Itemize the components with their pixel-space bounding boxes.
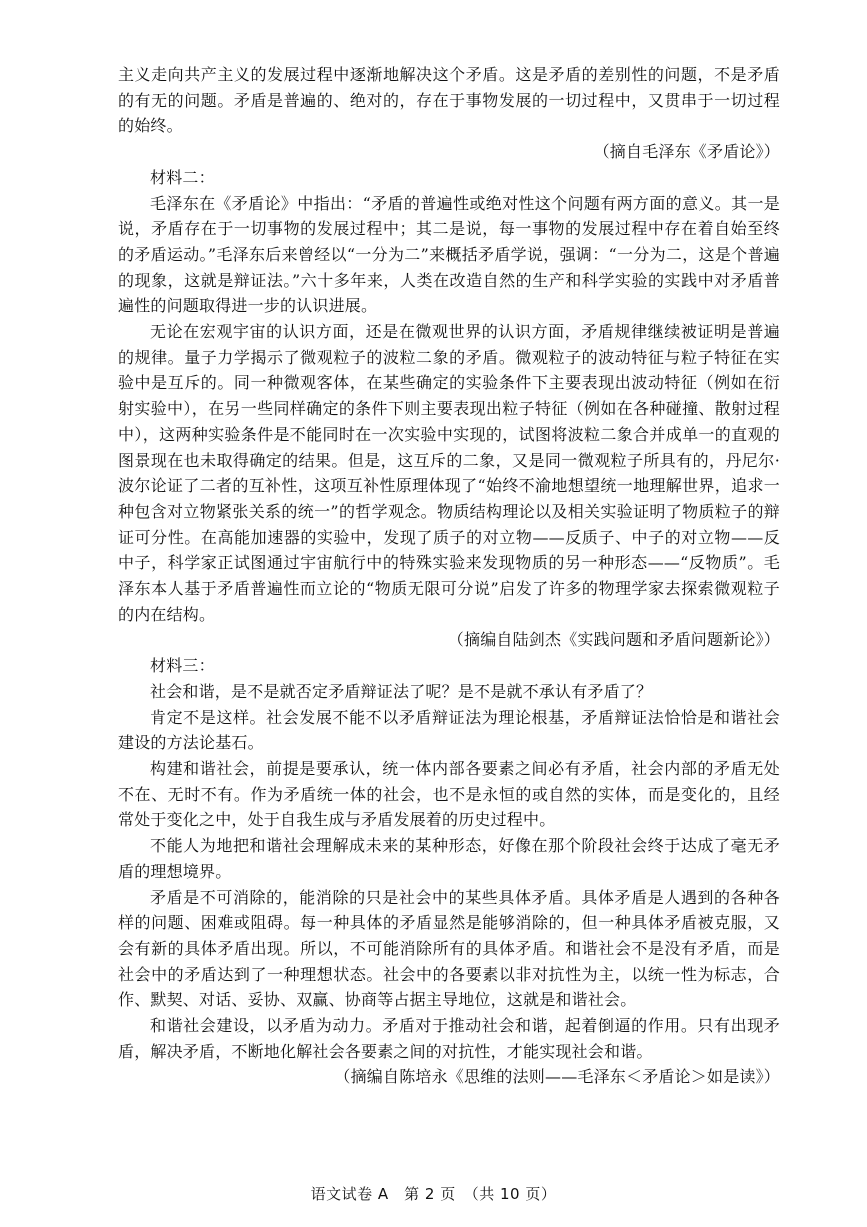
material3-heading: 材料三： [150, 656, 215, 676]
material2-heading: 材料二： [150, 167, 215, 187]
material3-paragraph: 矛盾是不可消除的，能消除的只是社会中的某些具体矛盾。具体矛盾是人遇到的各种各样的问题、困难或阻碍。每一种具体的矛盾显然是能够消除的，但一种具体矛盾被克服，又会有新的具体矛盾出现。所以，不可能消除所有的具体矛盾。和谐社会不是没有矛盾，而是社会中的矛盾达到了一种理想状态。社会中的各要素以非对抗性为主，以统一性为标志，合作、默契、对话、妥协、双赢、协商等占据主导地位，这就是和谐社会。 [118, 887, 780, 1010]
reading-materials [118, 62, 780, 1090]
material3-paragraph: 肯定不是这样。社会发展不能不以矛盾辩证法为理论根基，矛盾辩证法恰恰是和谐社会建设的方法论基石。 [118, 707, 780, 753]
material1-source: （摘自毛泽东《矛盾论》） [593, 142, 780, 162]
material2-paragraph: 无论在宏观宇宙的认识方面，还是在微观世界的认识方面，矛盾规律继续被证明是普遍的规律。量子力学揭示了微观粒子的波粒二象的矛盾。微观粒子的波动特征与粒子特征在实验中是互斥的。同一种微观客体，在某些确定的实验条件下主要表现出波动特征（例如在衍射实验中），在另一些同样确定的条件下则主要表现出粒子特征（例如在各种碰撞、散射过程中），这两种实验条件是不能同时在一次实验中实现的，试图将波粒二象合并成单一的直观的图景现在也未取得确定的结果。但是，这互斥的二象，又是同一微观粒子所具有的，丹尼尔·波尔论证了二者的互补性，这项互补性原理体现了“始终不渝地想望统一地理解世界，追求一种包含对立物紧张关系的统一”的哲学观念。物质结构理论以及相关实验证明了物质粒子的辩证可分性。在高能加速器的实验中，发现了质子的对立物——反质子、中子的对立物——反中子，科学家正试图通过宇宙航行中的特殊实验来发现物质的另一种形态——“反物质”。毛泽东本人基于矛盾普遍性而立论的“物质无限可分说”启发了许多的物理学家去探索微观粒子的内在结构。 [118, 322, 780, 624]
material3-paragraph: 不能人为地把和谐社会理解成未来的某种形态，好像在那个阶段社会终于达成了毫无矛盾的理想境界。 [118, 836, 780, 881]
material3-paragraph: 构建和谐社会，前提是要承认，统一体内部各要素之间必有矛盾，社会内部的矛盾无处不在、无时不有。作为矛盾统一体的社会，也不是永恒的或自然的实体，而是变化的，且经常处于变化之中，处于自我生成与矛盾发展着的历史过程中。 [118, 758, 780, 830]
material3-paragraph: 社会和谐，是不是就否定矛盾辩证法了呢？是不是就不承认有矛盾了？ [150, 681, 653, 701]
material2-paragraph: 毛泽东在《矛盾论》中指出：“矛盾的普遍性或绝对性这个问题有两方面的意义。其一是说，矛盾存在于一切事物的发展过程中；其二是说，每一事物的发展过程中存在着自始至终的矛盾运动。”毛泽东后来曾经以“一分为二”来概括矛盾学说，强调：“一分为二，这是个普遍的现象，这就是辩证法。”六十多年来，人类在改造自然的生产和科学实验的实践中对矛盾普遍性的问题取得进一步的认识进展。 [118, 193, 780, 316]
page-footer: 语文试卷 A 第 2 页 （共 10 页） [310, 1185, 557, 1203]
material2-source: （摘编自陆剑杰《实践问题和矛盾问题新论》） [447, 630, 780, 650]
material3-source: （摘编自陈培永《思维的法则——毛泽东＜矛盾论＞如是读》） [334, 1067, 780, 1087]
material3-paragraph: 和谐社会建设，以矛盾为动力。矛盾对于推动社会和谐，起着倒逼的作用。只有出现矛盾，解决矛盾，不断地化解社会各要素之间的对抗性，才能实现社会和谐。 [118, 1016, 780, 1061]
material1-tail-paragraph: 主义走向共产主义的发展过程中逐渐地解决这个矛盾。这是矛盾的差别性的问题，不是矛盾的有无的问题。矛盾是普遍的、绝对的，存在于事物发展的一切过程中，又贯串于一切过程的始终。 [118, 65, 780, 136]
